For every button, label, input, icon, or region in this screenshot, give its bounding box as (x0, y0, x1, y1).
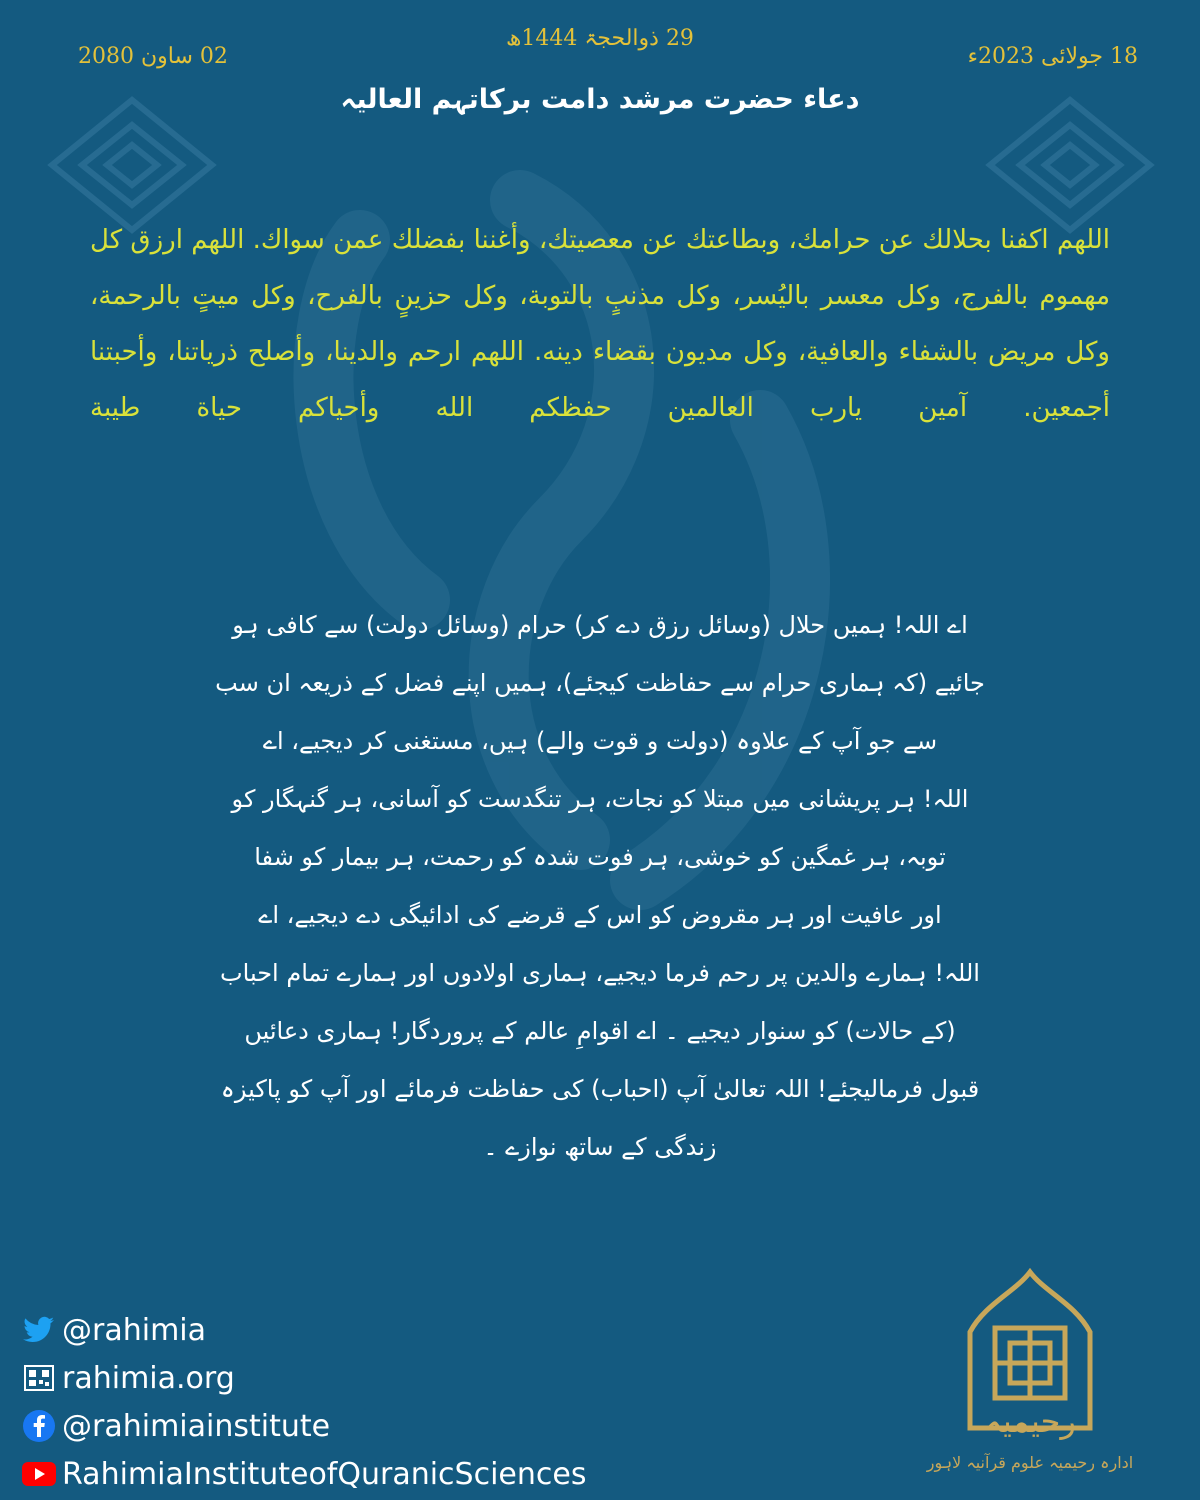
facebook-handle: @rahimiainstitute (62, 1408, 331, 1444)
rahimia-logo (915, 1268, 1145, 1488)
urdu-line: اللہ! ہمارے والدین پر رحم فرما دیجیے، ہماری اولادوں اور ہمارے تمام احباب (220, 959, 980, 987)
twitter-handle: @rahimia (62, 1312, 207, 1348)
youtube-channel: RahimiaInstituteofQuranicSciences (62, 1456, 587, 1492)
website-url: rahimia.org (62, 1360, 235, 1396)
website-link[interactable] (22, 1354, 586, 1402)
urdu-line: اللہ! ہر پریشانی میں مبتلا کو نجات، ہر تنگدست کو آسانی، ہر گنہگار کو (231, 785, 969, 813)
bikrami-date: 02 ساون 2080 (78, 44, 228, 69)
gregorian-date: 18 جولائی 2023ء (967, 44, 1138, 69)
social-links (22, 1306, 586, 1498)
twitter-icon (22, 1313, 56, 1347)
urdu-line: (کے حالات) کو سنوار دیجیے ۔ اے اقوامِ عالم کے پروردگار! ہماری دعائیں (244, 1017, 956, 1045)
facebook-icon (22, 1409, 56, 1443)
youtube-link[interactable] (22, 1450, 586, 1498)
urdu-line: توبہ، ہر غمگین کو خوشی، ہر فوت شدہ کو رحمت، ہر بیمار کو شفا (254, 843, 946, 871)
urdu-translation (160, 596, 1040, 1176)
facebook-link[interactable] (22, 1402, 586, 1450)
hijri-date: 29 ذوالحجۃ 1444ھ (506, 26, 694, 51)
urdu-line: اور عافیت اور ہر مقروض کو اس کے قرضے کی ادائیگی دے دیجیے، اے (258, 901, 942, 929)
urdu-line: زندگی کے ساتھ نوازے ۔ (483, 1133, 717, 1161)
twitter-link[interactable] (22, 1306, 586, 1354)
qr-code-icon (22, 1361, 56, 1395)
page-title: دعاء حضرت مرشد دامت برکاتہم العالیہ (340, 84, 860, 115)
youtube-icon (22, 1457, 56, 1491)
urdu-line: جائیے (کہ ہماری حرام سے حفاظت کیجئے)، ہمیں اپنے فضل کے ذریعہ ان سب (215, 669, 985, 697)
urdu-line: اے اللہ! ہمیں حلال (وسائل رزق دے کر) حرام (وسائل دولت) سے کافی ہو (232, 611, 968, 639)
logo-name: رحیمیہ (984, 1402, 1076, 1440)
arabic-dua-text: اللهم اكفنا بحلالك عن حرامك، وبطاعتك عن معصيتك، وأغننا بفضلك عمن سواك. اللهم ارزق كل مهموم بالفرج، وكل معسر باليُسر، وكل مذنبٍ بالتوبة، وكل حزينٍ بالفرح، وكل ميتٍ بالرحمة، وكل مريض بالشفاء والعافية، وكل مديون بقضاء دينه. اللهم ارحم والدينا، وأصلح ذرياتنا، وأحبتنا أجمعين. آمين يارب العالمين حفظكم الله وأحياكم حياة طيبة (90, 225, 1110, 423)
logo-subtitle: ادارہ رحیمیہ علوم قرآنیہ لاہور (926, 1453, 1134, 1472)
urdu-line: سے جو آپ کے علاوہ (دولت و قوت والے) ہیں، مستغنی کر دیجیے، اے (262, 727, 938, 755)
urdu-line: قبول فرمالیجئے! اللہ تعالیٰ آپ (احباب) کی حفاظت فرمائے اور آپ کو پاکیزہ (220, 1075, 980, 1103)
